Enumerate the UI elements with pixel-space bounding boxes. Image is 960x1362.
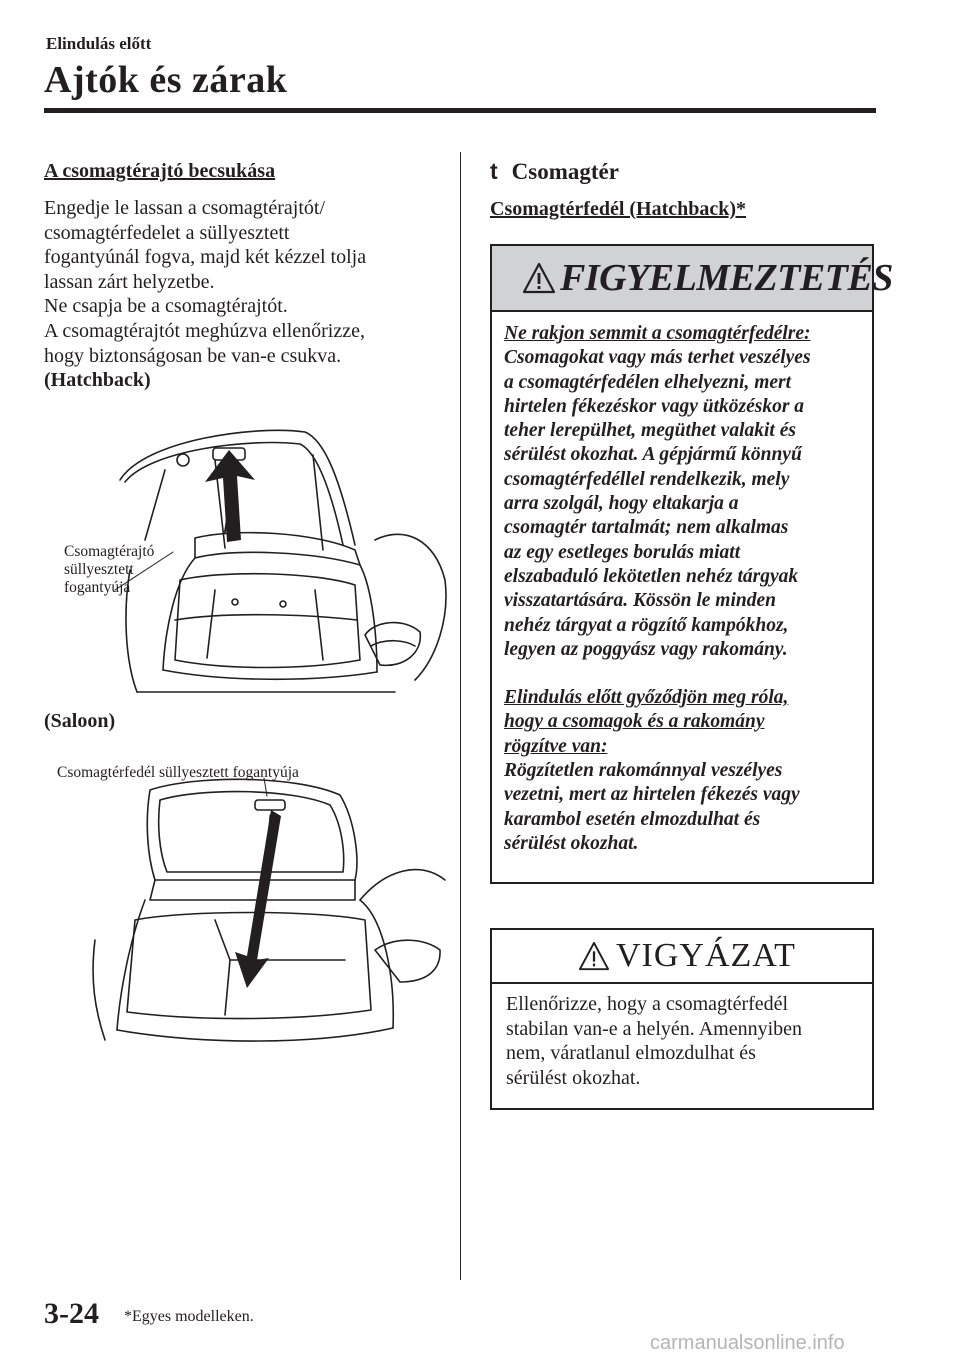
warning-lead: Elindulás előtt győződjön meg róla, (504, 687, 789, 709)
caution-line: stabilan van-e a helyén. Amennyiben (506, 1017, 803, 1040)
caution-line: Ellenőrizze, hogy a csomagtérfedél (506, 993, 789, 1015)
paragraph-line: A csomagtérajtót meghúzva ellenőrizze, (44, 319, 365, 342)
callout-line: süllyesztett (64, 561, 134, 578)
watermark-text: carmanualsonline.info (650, 1332, 845, 1354)
luggage-compartment-heading (490, 158, 619, 185)
warning-line: vezetni, mert az hirtelen fékezés vagy (504, 784, 800, 806)
liftgate-handle-callout (64, 543, 154, 597)
paragraph-line: Ne csapja be a csomagtérajtót. (44, 295, 288, 318)
paragraph-line: hogy biztonságosan be van-e csukva. (44, 344, 342, 367)
section-label: Elindulás előtt (46, 34, 152, 53)
heading-text: Csomagtér (511, 159, 619, 184)
callout-line: Csomagtérajtó (64, 543, 155, 560)
warning-triangle-icon (522, 262, 556, 294)
section-bullet: t (490, 158, 498, 184)
saloon-trunk-illustration (55, 760, 450, 1055)
warning-line: visszatartására. Kössön le minden (504, 590, 776, 612)
warning-line: a csomagtérfedélen elhelyezni, mert (504, 371, 792, 393)
warning-line: sérülést okozhat. (504, 832, 639, 854)
caution-triangle-icon (578, 941, 610, 971)
warning-line: arra szolgál, hogy eltakarja a (504, 493, 739, 515)
warning-line: karambol esetén elmozdulhat és (504, 808, 761, 830)
paragraph-gap (504, 662, 866, 686)
page-number: 3-24 (44, 1297, 99, 1330)
hatchback-label: (Hatchback) (44, 369, 151, 392)
warning-line: hirtelen fékezéskor vagy ütközéskor a (504, 395, 805, 417)
warning-text (504, 322, 866, 856)
saloon-label: (Saloon) (44, 710, 116, 732)
footnote: *Egyes modelleken. (124, 1308, 254, 1325)
caution-title: VIGYÁZAT (616, 937, 796, 974)
warning-lead: rögzítve van: (504, 735, 608, 757)
caution-header (492, 930, 872, 984)
caution-line: nem, váratlanul elmozdulhat és (506, 1042, 756, 1065)
caution-box (490, 928, 874, 1110)
warning-line: Rögzítetlen rakománnyal veszélyes (504, 760, 783, 782)
warning-line: Csomagokat vagy más terhet veszélyes (504, 347, 811, 369)
paragraph-line: lassan zárt helyzetbe. (44, 270, 215, 293)
warning-title: FIGYELMEZTETÉS (560, 257, 893, 299)
paragraph-line: csomagtérfedelet a süllyesztett (44, 221, 290, 244)
caution-line: sérülést okozhat. (506, 1066, 641, 1089)
title-rule (44, 108, 876, 113)
caution-text (506, 992, 802, 1090)
warning-box (490, 244, 893, 884)
warning-line: teher lerepülhet, megüthet valakit és (504, 420, 796, 442)
column-divider (460, 152, 461, 1280)
paragraph-line: Engedje le lassan a csomagtérajtót/ (44, 197, 326, 219)
callout-line: fogantyúja (64, 579, 131, 596)
warning-header (492, 246, 893, 312)
warning-line: csomagtér tartalmát; nem alkalmas (504, 517, 789, 539)
warning-line: nehéz tárgyat a rögzítő kampókhoz, (504, 614, 789, 636)
closing-liftgate-heading: A csomagtérajtó becsukása (44, 160, 276, 182)
closing-instructions (44, 196, 444, 393)
warning-line: elszabaduló lekötetlen nehéz tárgyak (504, 565, 799, 587)
warning-lead: hogy a csomagok és a rakomány (504, 711, 765, 733)
warning-line: sérülést okozhat. A gépjármű könnyű (504, 444, 802, 466)
warning-line: legyen az poggyász vagy rakomány. (504, 638, 788, 660)
trunk-handle-callout: Csomagtérfedél süllyesztett fogantyúja (57, 764, 299, 781)
warning-lead: Ne rakjon semmit a csomagtérfedélre: (504, 323, 811, 344)
paragraph-line: fogantyúnál fogva, majd két kézzel tolja (44, 246, 367, 269)
warning-line: csomagtérfedéllel rendelkezik, mely (504, 468, 790, 490)
page-title: Ajtók és zárak (44, 59, 288, 101)
warning-line: az egy esetleges borulás miatt (504, 541, 741, 563)
cargo-cover-heading: Csomagtérfedél (Hatchback)* (490, 198, 747, 220)
